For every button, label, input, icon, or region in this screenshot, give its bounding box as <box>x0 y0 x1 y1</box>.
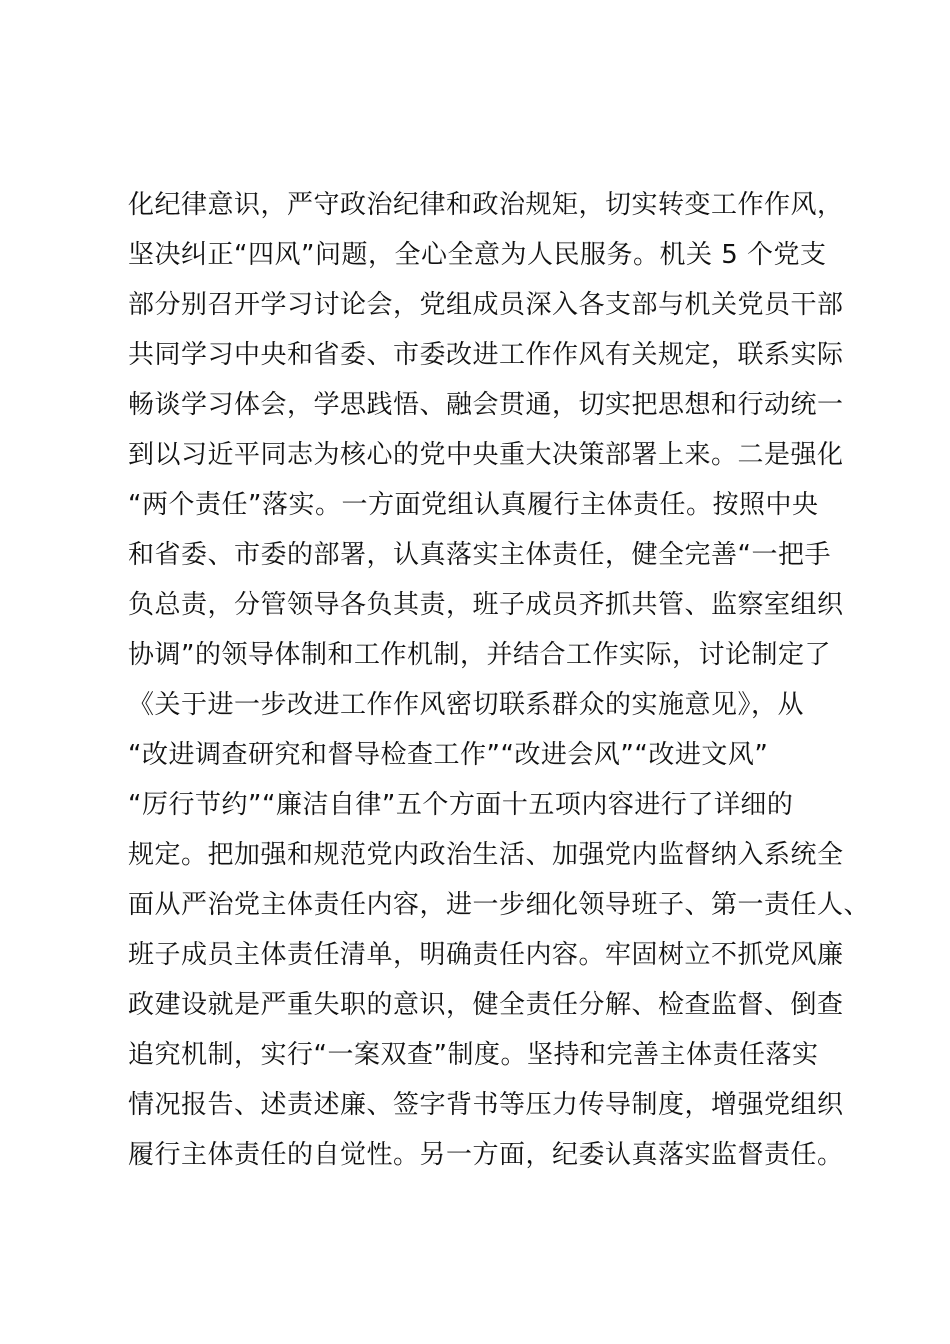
text-line: 到以习近平同志为核心的党中央重大决策部署上来。二是强化 <box>128 440 844 470</box>
body-text <box>128 180 871 1180</box>
text-line: 追究机制，实行“一案双查”制度。坚持和完善主体责任落实 <box>128 1040 819 1070</box>
text-line: 面从严治党主体责任内容，进一步细化领导班子、第一责任人、 <box>128 890 871 920</box>
text-line: “厉行节约”“廉洁自律”五个方面十五项内容进行了详细的 <box>128 790 794 820</box>
text-line: “两个责任”落实。一方面党组认真履行主体责任。按照中央 <box>128 490 819 520</box>
text-line: 政建设就是严重失职的意识，健全责任分解、检查监督、倒查 <box>128 990 844 1020</box>
text-line: “改进调查研究和督导检查工作”“改进会风”“改进文风” <box>128 740 769 770</box>
text-line: 情况报告、述责述廉、签字背书等压力传导制度，增强党组织 <box>128 1090 844 1120</box>
text-line: 负总责，分管领导各负其责，班子成员齐抓共管、监察室组织 <box>128 590 844 620</box>
text-line: 坚决纠正“四风”问题，全心全意为人民服务。机关 5 个党支 <box>128 240 827 270</box>
text-line: 部分别召开学习讨论会，党组成员深入各支部与机关党员干部 <box>128 290 844 320</box>
text-line: 班子成员主体责任清单，明确责任内容。牢固树立不抓党风廉 <box>128 940 844 970</box>
text-line: 规定。把加强和规范党内政治生活、加强党内监督纳入系统全 <box>128 840 844 870</box>
text-line: 履行主体责任的自觉性。另一方面，纪委认真落实监督责任。 <box>128 1140 844 1170</box>
text-line: 畅谈学习体会，学思践悟、融会贯通，切实把思想和行动统一 <box>128 390 844 420</box>
text-line: 共同学习中央和省委、市委改进工作作风有关规定，联系实际 <box>128 340 844 370</box>
text-line: 《关于进一步改进工作作风密切联系群众的实施意见》，从 <box>128 690 805 720</box>
text-line: 和省委、市委的部署，认真落实主体责任，健全完善“一把手 <box>128 540 831 570</box>
text-line: 化纪律意识，严守政治纪律和政治规矩，切实转变工作作风， <box>128 190 844 220</box>
text-line: 协调”的领导体制和工作机制，并结合工作实际，讨论制定了 <box>128 640 831 670</box>
